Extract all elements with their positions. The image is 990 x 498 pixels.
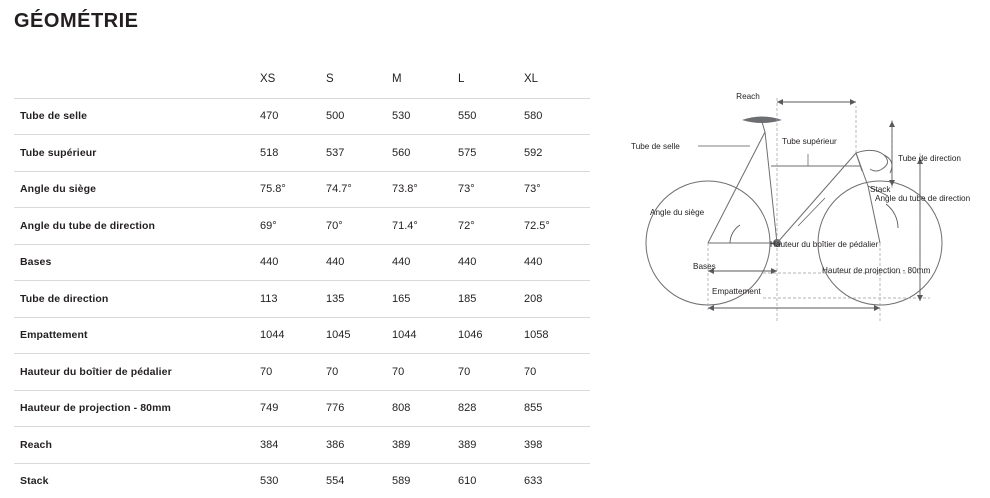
- cell-reach-xl: 398: [524, 427, 590, 464]
- cell-reach-l: 389: [458, 427, 524, 464]
- row-label-standover: Hauteur de projection - 80mm: [14, 390, 260, 427]
- label-seat-angle: Angle du siège: [650, 208, 705, 217]
- cell-wheelbase-xs: 1044: [260, 317, 326, 354]
- cell-seat-tube-m: 530: [392, 98, 458, 135]
- cell-seat-angle-s: 74.7°: [326, 171, 392, 208]
- cell-bb-height-m: 70: [392, 354, 458, 391]
- cell-bb-height-xl: 70: [524, 354, 590, 391]
- label-standover: Hauteur de projection - 80mm: [822, 266, 931, 275]
- cell-standover-s: 776: [326, 390, 392, 427]
- table-row: [14, 317, 590, 354]
- row-label-wheelbase: Empattement: [14, 317, 260, 354]
- cell-seat-angle-m: 73.8°: [392, 171, 458, 208]
- cell-bb-height-xs: 70: [260, 354, 326, 391]
- cell-head-angle-l: 72°: [458, 208, 524, 245]
- label-head-angle: Angle du tube de direction: [875, 194, 971, 203]
- cell-head-angle-s: 70°: [326, 208, 392, 245]
- cell-seat-angle-l: 73°: [458, 171, 524, 208]
- cell-seat-angle-xs: 75.8°: [260, 171, 326, 208]
- label-wheelbase: Empattement: [712, 287, 761, 296]
- column-header-l: L: [458, 60, 524, 98]
- label-chainstay: Bases: [693, 262, 716, 271]
- column-header-s: S: [326, 60, 392, 98]
- saddle-icon: [742, 117, 782, 124]
- label-reach: Reach: [736, 92, 760, 101]
- cell-wheelbase-xl: 1058: [524, 317, 590, 354]
- row-label-chainstay: Bases: [14, 244, 260, 281]
- cell-chainstay-m: 440: [392, 244, 458, 281]
- cell-reach-m: 389: [392, 427, 458, 464]
- row-label-seat-angle: Angle du siège: [14, 171, 260, 208]
- cell-top-tube-m: 560: [392, 135, 458, 172]
- row-label-stack: Stack: [14, 463, 260, 498]
- cell-chainstay-xl: 440: [524, 244, 590, 281]
- cell-chainstay-xs: 440: [260, 244, 326, 281]
- column-header-label: [14, 60, 260, 98]
- head-angle-arc: [886, 204, 898, 228]
- table-row: [14, 98, 590, 135]
- cell-chainstay-l: 440: [458, 244, 524, 281]
- cell-head-angle-xs: 69°: [260, 208, 326, 245]
- cell-chainstay-s: 440: [326, 244, 392, 281]
- cell-head-tube-xl: 208: [524, 281, 590, 318]
- cell-top-tube-xl: 592: [524, 135, 590, 172]
- cell-seat-tube-l: 550: [458, 98, 524, 135]
- seat-tube-line: [708, 132, 765, 243]
- handlebar-drop-icon: [884, 155, 892, 173]
- table-row: [14, 171, 590, 208]
- cell-standover-xl: 855: [524, 390, 590, 427]
- cell-standover-l: 828: [458, 390, 524, 427]
- table-body: [14, 98, 590, 498]
- table-row: [14, 354, 590, 391]
- cell-seat-tube-xs: 470: [260, 98, 326, 135]
- table-row: [14, 427, 590, 464]
- cell-stack-m: 589: [392, 463, 458, 498]
- cell-head-tube-xs: 113: [260, 281, 326, 318]
- table-row: [14, 463, 590, 498]
- cell-wheelbase-l: 1046: [458, 317, 524, 354]
- cell-head-angle-m: 71.4°: [392, 208, 458, 245]
- bike-diagram-svg: [630, 58, 980, 358]
- table-row: [14, 244, 590, 281]
- cell-head-tube-m: 165: [392, 281, 458, 318]
- row-label-top-tube: Tube supérieur: [14, 135, 260, 172]
- cell-wheelbase-m: 1044: [392, 317, 458, 354]
- cell-stack-l: 610: [458, 463, 524, 498]
- geometry-table: [14, 60, 590, 498]
- leader-lines: [698, 146, 888, 226]
- column-header-m: M: [392, 60, 458, 98]
- seat-tube-lower: [765, 132, 777, 243]
- row-label-head-angle: Angle du tube de direction: [14, 208, 260, 245]
- label-head-tube: Tube de direction: [898, 154, 961, 163]
- cell-bb-height-s: 70: [326, 354, 392, 391]
- cell-seat-tube-xl: 580: [524, 98, 590, 135]
- cell-stack-xs: 530: [260, 463, 326, 498]
- row-label-bb-height: Hauteur du boîtier de pédalier: [14, 354, 260, 391]
- table-header-row: [14, 60, 590, 98]
- cell-stack-s: 554: [326, 463, 392, 498]
- table-row: [14, 208, 590, 245]
- cell-head-tube-l: 185: [458, 281, 524, 318]
- cell-top-tube-s: 537: [326, 135, 392, 172]
- cell-seat-tube-s: 500: [326, 98, 392, 135]
- seat-angle-arc: [730, 225, 740, 243]
- head-tube-line-2: [856, 153, 862, 171]
- cell-wheelbase-s: 1045: [326, 317, 392, 354]
- cell-seat-angle-xl: 73°: [524, 171, 590, 208]
- column-header-xs: XS: [260, 60, 326, 98]
- geometry-table-container: [14, 60, 590, 498]
- label-seat-tube: Tube de selle: [631, 142, 680, 151]
- cell-bb-height-l: 70: [458, 354, 524, 391]
- page-title: GÉOMÉTRIE: [14, 10, 139, 32]
- cell-reach-xs: 384: [260, 427, 326, 464]
- cell-top-tube-xs: 518: [260, 135, 326, 172]
- diagram-labels: [631, 92, 971, 296]
- cell-stack-xl: 633: [524, 463, 590, 498]
- cell-head-angle-xl: 72.5°: [524, 208, 590, 245]
- table-row: [14, 135, 590, 172]
- cell-standover-xs: 749: [260, 390, 326, 427]
- row-label-seat-tube: Tube de selle: [14, 98, 260, 135]
- row-label-reach: Reach: [14, 427, 260, 464]
- seatpost-line: [762, 122, 765, 132]
- cell-reach-s: 386: [326, 427, 392, 464]
- label-top-tube: Tube supérieur: [782, 137, 837, 146]
- cell-head-tube-s: 135: [326, 281, 392, 318]
- label-bb-height: Hauteur du boîtier de pédalier: [770, 240, 879, 249]
- bike-geometry-diagram: [630, 58, 980, 358]
- table-header: [14, 60, 590, 98]
- row-label-head-tube: Tube de direction: [14, 281, 260, 318]
- table-row: [14, 390, 590, 427]
- table-row: [14, 281, 590, 318]
- cell-standover-m: 808: [392, 390, 458, 427]
- label-stack: Stack: [870, 185, 891, 194]
- dimension-arrows: [708, 99, 923, 311]
- cell-top-tube-l: 575: [458, 135, 524, 172]
- column-header-xl: XL: [524, 60, 590, 98]
